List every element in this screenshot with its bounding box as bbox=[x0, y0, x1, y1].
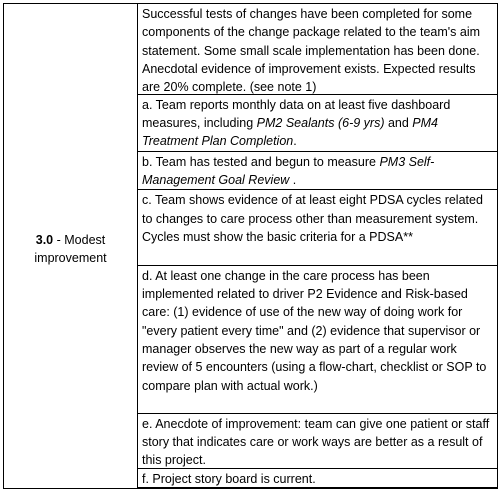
criteria-b-measure: PM3 Self-Management Goal Review bbox=[142, 154, 435, 188]
criteria-column bbox=[138, 4, 497, 488]
criteria-c: c. Team shows evidence of at least eight PDSA cycles related to changes to care process other than measurement system. Cycles must show the basic criteria for a PDSA** bbox=[138, 190, 497, 265]
criteria-f: f. Project story board is current. bbox=[138, 469, 497, 488]
level-cell bbox=[4, 4, 138, 488]
criteria-b-prefix: b. Team has tested and begun to measure bbox=[142, 154, 380, 169]
level-number: 3.0 bbox=[35, 233, 54, 247]
criteria-b-suffix: . bbox=[289, 173, 297, 188]
criteria-d: d. At least one change in the care process has been implemented related to driver P2 Evidence and Risk-based care: (1) evidence of use of the new way of doing work for "every patient every time" and (2) evidence that supervisor or manager observes the new way as part of a regular work review of 5 encounters (using a flow-chart, checklist or SOP to compare plan with actual work.) bbox=[138, 266, 497, 414]
criteria-summary: Successful tests of changes have been completed for some components of the change package related to the team's aim statement. Some small scale implementation has been done. Anecdotal evidence of improvement exists. Expected results are 20% complete. (see note 1) bbox=[138, 4, 497, 95]
criteria-a-mid: and bbox=[384, 116, 413, 131]
criteria-a-measure2: PM4 Treatment Plan Completion bbox=[142, 116, 438, 149]
level-separator: - Modest bbox=[53, 233, 106, 247]
criteria-e: e. Anecdote of improvement: team can give one patient or staff story that indicates care or work ways are better as a result of this project. bbox=[138, 414, 497, 469]
level-heading bbox=[34, 231, 106, 267]
criteria-b bbox=[138, 152, 497, 191]
criteria-a bbox=[138, 95, 497, 152]
criteria-a-suffix: . bbox=[293, 134, 297, 149]
criteria-a-prefix: a. Team reports monthly data on at least five dashboard measures, including bbox=[142, 97, 451, 131]
criteria-table bbox=[3, 3, 498, 489]
criteria-a-measure1: PM2 Sealants (6-9 yrs) bbox=[256, 116, 385, 131]
level-label: improvement bbox=[34, 251, 107, 265]
